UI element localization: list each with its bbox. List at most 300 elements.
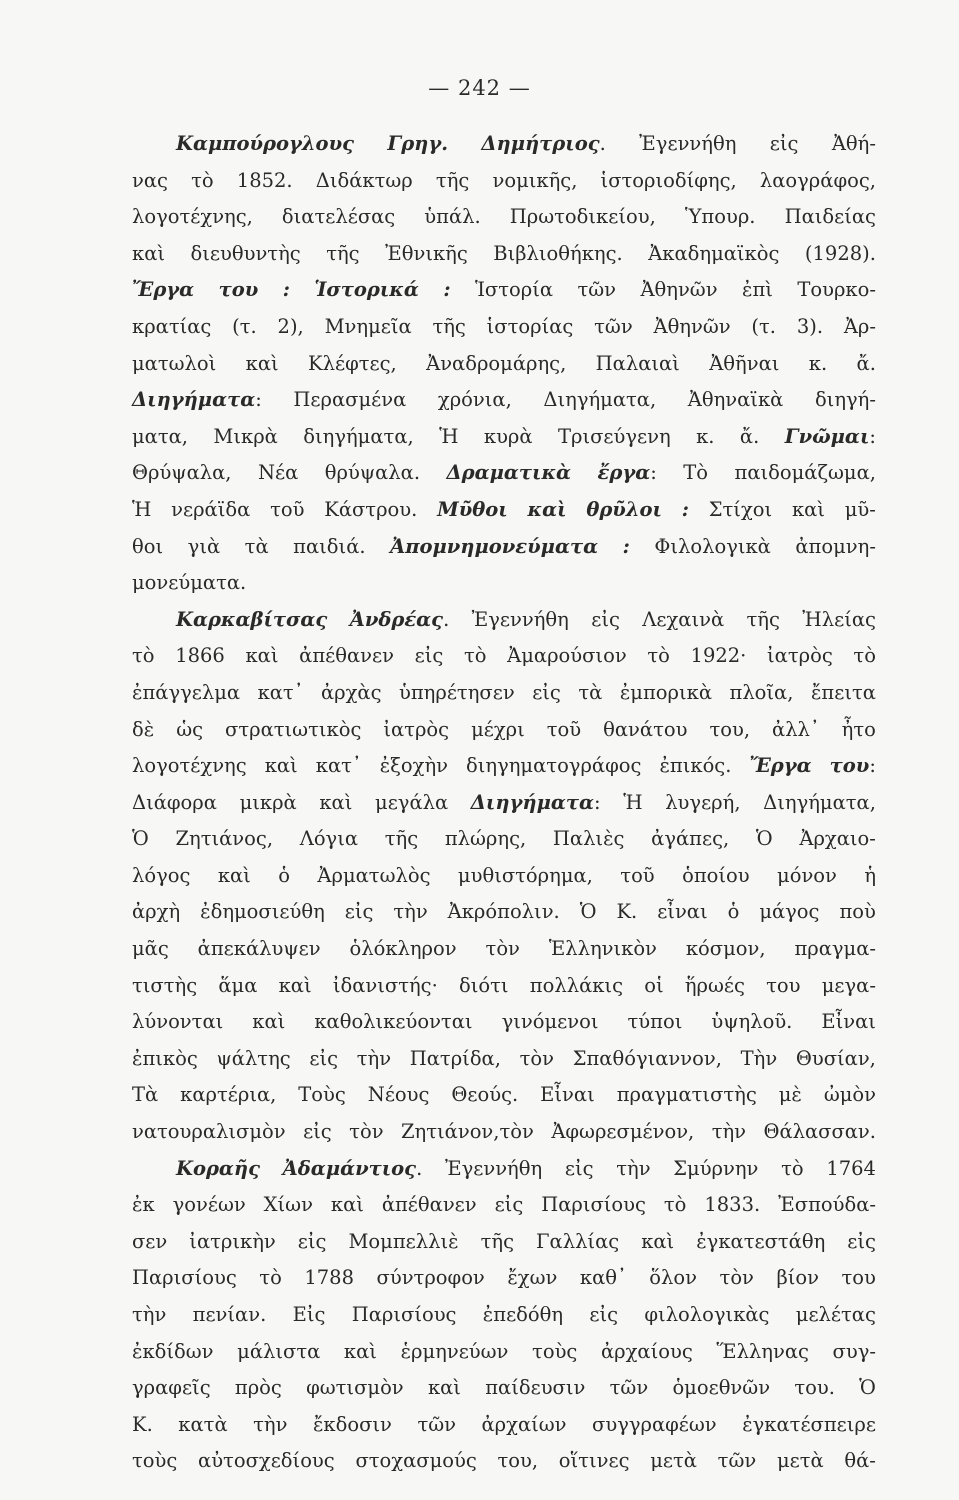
text-line: [132, 748, 876, 785]
word: ὠμὸν: [823, 1083, 876, 1107]
word: :: [650, 461, 657, 485]
word: εἰς: [847, 1229, 876, 1253]
word: βίον: [776, 1266, 819, 1290]
word: τὸ: [853, 644, 876, 668]
text-line: [132, 894, 876, 931]
word: εἰς: [494, 1193, 524, 1217]
word: Ἀναδρομάρης,: [426, 351, 567, 375]
word: ἥρωές: [684, 973, 745, 997]
word: ἀρχαίους: [600, 1339, 693, 1363]
word: ἡ: [864, 863, 876, 887]
word: Τὴν: [740, 1046, 778, 1070]
word: Ἀθηναϊκὰ: [687, 388, 784, 412]
word: τὰ: [244, 534, 269, 558]
word: Τουρκο-: [797, 278, 876, 302]
word: ὑψηλοῦ.: [711, 1010, 793, 1034]
word: καθ᾽: [579, 1266, 627, 1290]
text-line: [132, 821, 876, 858]
word: νας: [132, 168, 168, 192]
word: Κάστρου.: [324, 497, 418, 521]
word: ἐγκατέσπειρε: [742, 1412, 876, 1436]
word: τὸ: [663, 1193, 687, 1217]
word: τοὺς: [132, 1449, 178, 1473]
word: παιδομάζωμα,: [734, 461, 876, 485]
text-line: [132, 346, 876, 383]
word: τῆς: [435, 168, 470, 192]
text-line: [132, 529, 876, 566]
word: τὸ: [191, 168, 214, 192]
bold-term: Ἔργα: [132, 278, 195, 302]
word: τῶν: [594, 314, 633, 338]
word: κατ᾽: [315, 754, 362, 778]
bold-term: :: [443, 278, 451, 302]
word: ποὺ: [839, 900, 876, 924]
word: ὑπάλ.: [424, 205, 481, 229]
word: ἔχων: [507, 1266, 558, 1290]
word: γινόμενοι: [501, 1010, 599, 1034]
word: καὶ: [252, 1010, 286, 1034]
word: εἰς: [769, 132, 799, 155]
word: ὁ: [278, 863, 290, 887]
word: ἐμπορικὰ: [619, 680, 712, 704]
word: Μομπελλιὲ: [348, 1229, 459, 1253]
word: ἰδανιστής·: [332, 973, 438, 997]
word: Νέα: [257, 461, 299, 485]
word: διευθυντὴς: [190, 241, 301, 265]
word: τὴν: [356, 1046, 392, 1070]
word: ψάλτης: [216, 1046, 291, 1070]
word: ἀρχὰς: [320, 680, 382, 704]
word: τὸ: [647, 644, 670, 668]
bold-term: :: [622, 534, 630, 558]
word: ἔπειτα: [810, 680, 876, 704]
bold-term: Γρηγ.: [387, 132, 449, 155]
word: Διηγήματα,: [763, 790, 876, 814]
text-line: [132, 1443, 876, 1480]
text-line: [132, 382, 876, 419]
word: Ἕλληνας: [716, 1339, 809, 1363]
word: Χίων: [263, 1193, 313, 1217]
word: :: [869, 754, 876, 778]
bold-term: Ἔργα: [749, 754, 812, 778]
word: εἰς: [532, 680, 561, 704]
word: καὶ: [427, 1376, 461, 1400]
word: μικρὰ: [239, 790, 297, 814]
word: τὸ: [463, 644, 487, 668]
word: 1922·: [690, 644, 747, 668]
word: Τὸ: [683, 461, 709, 485]
word: Ὁ: [859, 1376, 876, 1400]
word: Γαλλίας: [536, 1229, 620, 1253]
word: σεν: [132, 1229, 168, 1253]
word: τοῦ: [546, 717, 582, 741]
text-line: [132, 455, 876, 492]
word: Παρισίους: [351, 1303, 457, 1326]
text-line: [132, 968, 876, 1005]
word: τὴν: [393, 900, 428, 924]
word: Λεχαινὰ: [642, 607, 725, 631]
bold-term: καὶ: [527, 497, 567, 521]
word: (τ.: [232, 314, 257, 338]
word: καὶ: [264, 754, 298, 778]
word: εἰς: [297, 1229, 327, 1253]
word: παίδευσιν: [485, 1376, 586, 1400]
word: ἀλλ᾽: [772, 717, 820, 741]
word: Στίχοι: [708, 497, 773, 521]
word: Ζητιάνος,: [175, 827, 274, 851]
word: συγ-: [832, 1339, 876, 1363]
text-line: [132, 565, 876, 602]
word: Ἐγεννήθη: [444, 1156, 543, 1180]
word: Ἀθηνῶν: [640, 278, 718, 302]
word: Ἐγεννήθη: [639, 132, 737, 155]
word: :: [255, 388, 262, 412]
word: ὁποίου: [682, 863, 750, 887]
word: θρύψαλα.: [324, 461, 421, 485]
word: νομικῆς,: [492, 168, 578, 192]
word: τῆς: [480, 1229, 514, 1253]
word: κόσμον,: [685, 937, 766, 961]
word: εἰς: [591, 607, 620, 631]
word: εἶναι: [657, 900, 708, 924]
word: Σπαθόγιαννον,: [572, 1046, 722, 1070]
word: τῶν: [577, 278, 617, 302]
body-text: [132, 126, 876, 1480]
word: θανάτου: [603, 717, 688, 741]
word: 1788: [304, 1266, 354, 1290]
word: ἄ.: [739, 424, 760, 448]
word: καὶ: [319, 790, 353, 814]
word: μονεύματα.: [132, 571, 247, 595]
word: Ἡ: [132, 497, 152, 521]
word: καὶ: [641, 1229, 675, 1253]
word: ματα,: [132, 424, 188, 448]
text-line: [132, 602, 876, 639]
word: Κ.: [132, 1412, 153, 1436]
word: συγγραφέων: [592, 1412, 717, 1436]
word: καὶ: [343, 1339, 377, 1363]
word: Λόγια: [299, 827, 359, 851]
word: πραγματιστὴς: [616, 1083, 757, 1107]
word: .: [599, 132, 606, 155]
word: φωτισμὸν: [306, 1376, 404, 1400]
word: πενίαν.: [192, 1303, 267, 1326]
word: τὸ: [781, 1156, 804, 1180]
word: μῦ-: [844, 497, 876, 521]
word: μεγάλα: [375, 790, 449, 814]
word: Ὁ: [755, 827, 773, 851]
word-group: [481, 126, 605, 163]
word: Κ.: [616, 900, 638, 924]
bold-term: Διηγήματα: [470, 790, 594, 814]
word: Ἀμαρούσιον: [507, 644, 627, 668]
word: Εἶναι: [821, 1010, 876, 1034]
word: τὸν: [349, 1120, 384, 1144]
text-line: [132, 1114, 876, 1151]
word: θά-: [844, 1449, 876, 1473]
word: Ἐγεννήθη: [471, 607, 569, 631]
word: ἀπεκάλυψεν: [197, 937, 321, 961]
word: Ἐσπούδα-: [778, 1193, 876, 1217]
word: Θρύψαλα,: [132, 461, 232, 485]
bold-term: Ἀνδρέας: [349, 607, 444, 631]
word: Κλέφτες,: [308, 351, 397, 375]
word: κ.: [808, 351, 828, 375]
bold-term: :: [681, 497, 689, 521]
word: ἐξοχὴν: [379, 754, 448, 778]
word: ἔκδοσιν: [312, 1412, 392, 1436]
word: 3).: [796, 314, 824, 338]
word: Βιβλιοθήκης.: [493, 241, 623, 265]
word: καὶ: [132, 241, 166, 265]
text-line: [132, 1334, 876, 1371]
word: χρόνια,: [437, 388, 512, 412]
text-line: [132, 309, 876, 346]
word: μυθιστόρημα,: [457, 863, 593, 887]
word: τοῦ: [620, 863, 655, 887]
word: πρὸς: [234, 1376, 282, 1400]
word: ὡς: [176, 717, 204, 741]
word: Ἀρ-: [843, 314, 876, 338]
word: κ.: [696, 424, 715, 448]
word: Παιδείας: [784, 205, 876, 229]
bold-term: Ἀπομνημονεύματα: [390, 534, 599, 558]
bold-term: Κοραῆς: [176, 1156, 260, 1180]
text-line: [132, 1187, 876, 1224]
word: καὶ: [330, 1193, 364, 1217]
word: ἱστορίας: [486, 314, 574, 338]
word: ἀπέθανεν: [381, 1193, 477, 1217]
word: 2),: [277, 314, 304, 338]
word: ἀπομνη-: [795, 534, 876, 558]
word: ἰατρικὴν: [189, 1229, 276, 1253]
word: του: [841, 1266, 876, 1290]
word: 1866: [175, 644, 225, 668]
word: τῶν: [609, 1376, 649, 1400]
word: καὶ: [791, 497, 825, 521]
word: Σμύρνην: [673, 1156, 759, 1180]
word: ἀρχαίων: [481, 1412, 567, 1436]
word: μὲ: [778, 1083, 802, 1107]
word: Περασμένα: [293, 388, 407, 412]
word: τὴν: [711, 1120, 747, 1144]
word: εἰς: [564, 1156, 594, 1180]
word: ματωλοὶ: [132, 351, 217, 375]
word: διατελέσας: [281, 205, 396, 229]
word: ἰατρὸς: [383, 717, 450, 741]
word: Θυσίαν,: [795, 1046, 876, 1070]
bold-term: Καμπούρογλους: [176, 132, 354, 155]
word: δὲ: [132, 717, 155, 741]
word: τοὺς: [532, 1339, 578, 1363]
word: Θεούς.: [451, 1083, 519, 1107]
word-group: [350, 602, 450, 639]
word: ὑπηρέτησεν: [399, 680, 515, 704]
word: Εἰς: [292, 1303, 326, 1326]
word: Ἀκρόπολιν.: [447, 900, 560, 924]
word: μάλιστα: [237, 1339, 321, 1363]
bold-term: Δημήτριος: [481, 132, 600, 155]
text-line: [132, 1004, 876, 1041]
word: .: [443, 607, 450, 631]
word: του,: [497, 1449, 539, 1473]
word: ἰατρὸς: [767, 644, 833, 668]
word: του: [766, 973, 801, 997]
word: μελέτας: [795, 1303, 876, 1326]
text-line: [132, 675, 876, 712]
bold-term: Δραματικὰ: [446, 461, 572, 485]
word: Διάφορα: [132, 790, 217, 814]
bold-term: θρῦλοι: [586, 497, 662, 521]
word: καὶ: [217, 863, 251, 887]
word: καὶ: [245, 644, 279, 668]
word: ὁμοεθνῶν: [672, 1376, 771, 1400]
word: Ἡ: [439, 424, 459, 448]
word: Τοὺς: [298, 1083, 346, 1107]
word: γραφεῖς: [132, 1376, 211, 1400]
bold-term: ἔργα: [597, 461, 651, 485]
word: σύντροφον: [376, 1266, 485, 1290]
bold-term: του: [829, 754, 870, 778]
word: ἐπικός.: [659, 754, 732, 778]
word: Ἀρχαιο-: [799, 827, 876, 851]
word-group: [283, 1151, 423, 1188]
word: τὸ: [132, 644, 155, 668]
word: μόνον: [777, 863, 837, 887]
word: (1928).: [804, 241, 876, 265]
word: εἰς: [414, 644, 444, 668]
word: τὸ: [259, 1266, 282, 1290]
word: οἵτινες: [558, 1449, 630, 1473]
word: γονέων: [172, 1193, 246, 1217]
word: πλώρης,: [444, 827, 527, 851]
word: κατ᾽: [257, 680, 304, 704]
word: τὸν: [719, 1266, 754, 1290]
word: τὴν: [132, 1303, 167, 1326]
word: τὴν: [616, 1156, 651, 1180]
word-group: [598, 455, 657, 492]
word: του,: [709, 717, 751, 741]
word-group: [785, 419, 876, 456]
word: Πατρίδα,: [409, 1046, 501, 1070]
word: τοῦ: [270, 497, 305, 521]
word: Εἶναι: [540, 1083, 595, 1107]
word: τῶν: [717, 1449, 757, 1473]
word: τὴν: [253, 1412, 288, 1436]
word: τιστὴς: [132, 973, 198, 997]
word: Ἐθνικῆς: [385, 241, 468, 265]
word: Ἀθή-: [831, 132, 876, 155]
word: ἐπικὸς: [132, 1046, 198, 1070]
word: Νέους: [367, 1083, 430, 1107]
word: θοι: [132, 534, 164, 558]
word: εἰς: [309, 1046, 339, 1070]
word: Ἠλείας: [802, 607, 876, 631]
word: φιλολογικὰς: [644, 1303, 770, 1326]
word: μετὰ: [776, 1449, 824, 1473]
word: τῆς: [746, 607, 780, 631]
word: εἰς: [344, 900, 374, 924]
word: Παρισίους: [132, 1266, 237, 1290]
word: λυγερή,: [665, 790, 741, 814]
word: διότι: [459, 973, 509, 997]
text-line: [132, 858, 876, 895]
word: :: [869, 424, 876, 448]
word: καὶ: [245, 351, 279, 375]
word: κατὰ: [178, 1412, 228, 1436]
text-line: [132, 1297, 876, 1334]
word: Ἀφωρεσμένον,: [551, 1120, 695, 1144]
word: Ἑλληνικὸν: [548, 937, 657, 961]
text-line: [132, 163, 876, 200]
word: λόγος: [132, 863, 191, 887]
bold-term: Διηγήματα: [132, 388, 256, 412]
bold-term: :: [282, 278, 290, 302]
word: .: [416, 1156, 423, 1180]
word: Παλαιαὶ: [595, 351, 680, 375]
word: τῆς: [326, 241, 360, 265]
word-group: [830, 748, 876, 785]
text-line: [132, 236, 876, 273]
word-group: [471, 785, 601, 822]
bold-term: Καρκαβίτσας: [176, 607, 328, 631]
page-number: — 242 —: [428, 76, 531, 100]
word: νατουραλισμὸν: [132, 1120, 286, 1144]
word: ἅμα: [218, 973, 258, 997]
text-line: [132, 638, 876, 675]
word: μέχρι: [471, 717, 525, 741]
word: λύνονται: [132, 1010, 224, 1034]
word: Ὁ: [579, 900, 597, 924]
word: καὶ: [278, 973, 312, 997]
text-line: [132, 1151, 876, 1188]
text-line: [132, 1407, 876, 1444]
word: πραγμα-: [794, 937, 876, 961]
word: τῆς: [432, 314, 466, 338]
word: ἐπάγγελμα: [132, 680, 241, 704]
word: Θάλασσαν.: [763, 1120, 876, 1144]
word: Τὰ: [132, 1083, 159, 1107]
word: Διηγήματα,: [543, 388, 657, 412]
word: εἰς: [589, 1303, 619, 1326]
bold-term: Μῦθοι: [437, 497, 508, 521]
text-line: [132, 931, 876, 968]
word: ἱστοριοδίφης,: [600, 168, 737, 192]
word: μάγος: [759, 900, 820, 924]
text-line: [132, 785, 876, 822]
word: ὁλόκληρον: [349, 937, 457, 961]
word: νεράϊδα: [171, 497, 251, 521]
word: (τ.: [751, 314, 777, 338]
word: πλοῖα,: [729, 680, 794, 704]
word: καρτέρια,: [180, 1083, 277, 1107]
word: Ἡ: [623, 790, 643, 814]
word: ἐπὶ: [741, 278, 773, 302]
word: καθολικεύονται: [314, 1010, 473, 1034]
word: αὐτοσχεδίους: [198, 1449, 335, 1473]
word: Μνημεῖα: [324, 314, 412, 338]
word: εἰς: [303, 1120, 332, 1144]
word: 1852.: [236, 168, 293, 192]
bold-term: Ἀδαμάντιος: [282, 1156, 417, 1180]
text-line: [132, 1077, 876, 1114]
word: λαογράφος,: [759, 168, 876, 192]
word: ὁ: [727, 900, 740, 924]
word: Μικρὰ: [213, 424, 278, 448]
word: μᾶς: [132, 937, 169, 961]
word: Τρισεύγενη: [558, 424, 671, 448]
word: ὅλον: [649, 1266, 697, 1290]
